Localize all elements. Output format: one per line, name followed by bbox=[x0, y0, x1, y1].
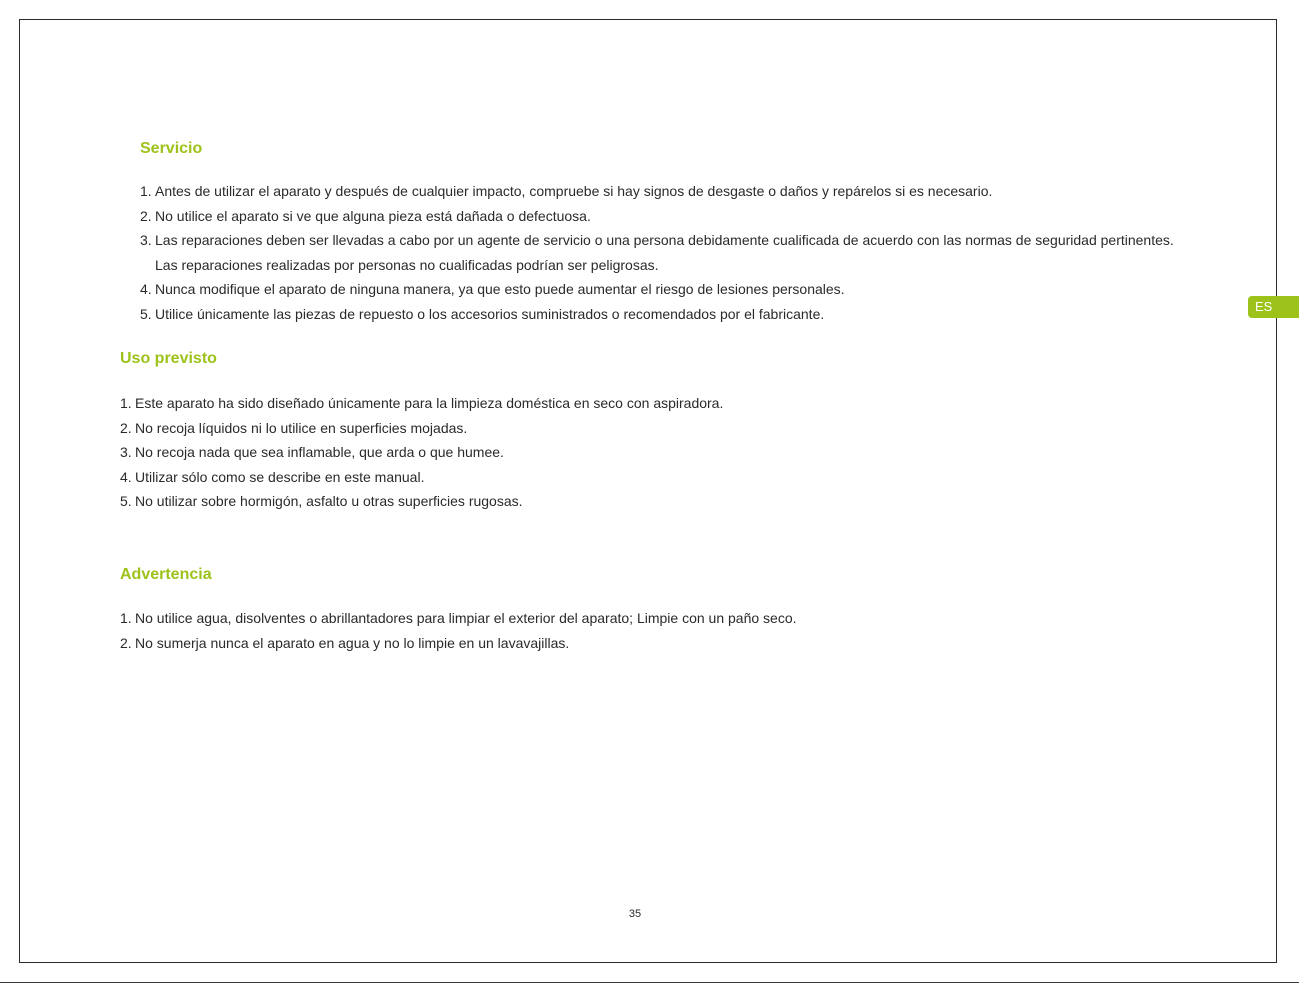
item-text: No utilice agua, disolventes o abrillantadores para limpiar el exterior del aparato; Limpie con un paño seco. bbox=[135, 610, 797, 626]
item-text: Utilice únicamente las piezas de repuesto o los accesorios suministrados o recomendados por el fabricante. bbox=[155, 305, 825, 322]
bottom-divider bbox=[0, 982, 1299, 983]
section-title: Advertencia bbox=[120, 566, 212, 583]
item-number: 3. bbox=[120, 444, 132, 460]
list-item-continuation bbox=[140, 253, 1220, 278]
numbered-list bbox=[120, 606, 1200, 655]
item-number: 5. bbox=[120, 493, 132, 509]
item-number: 4. bbox=[140, 281, 152, 297]
section-uso-previsto bbox=[120, 349, 1200, 514]
item-text: Antes de utilizar el aparato y después de cualquier impacto, compruebe si hay signos de desgaste o daños y repárelos si es necesario. bbox=[155, 183, 993, 199]
numbered-list bbox=[140, 179, 1220, 326]
list-item bbox=[120, 631, 1200, 656]
list-item bbox=[120, 489, 1200, 514]
list-item bbox=[120, 465, 1200, 490]
list-item bbox=[120, 416, 1200, 441]
item-number: 2. bbox=[120, 419, 132, 436]
numbered-list bbox=[120, 391, 1200, 514]
section-title: Uso previsto bbox=[120, 350, 217, 367]
item-text: No utilizar sobre hormigón, asfalto u otras superficies rugosas. bbox=[135, 493, 523, 509]
page-number: 35 bbox=[628, 908, 642, 920]
item-text: No sumerja nunca el aparato en agua y no lo limpie en un lavavajillas. bbox=[135, 634, 570, 651]
list-item bbox=[120, 440, 1200, 465]
list-item bbox=[140, 277, 1220, 302]
item-text: Este aparato ha sido diseñado únicamente para la limpieza doméstica en seco con aspiradora. bbox=[135, 395, 724, 411]
list-item bbox=[120, 391, 1200, 416]
item-text: Utilizar sólo como se describe en este manual. bbox=[135, 468, 425, 485]
section-servicio bbox=[140, 139, 1220, 326]
item-text: No recoja nada que sea inflamable, que arda o que humee. bbox=[135, 444, 504, 460]
item-number: 1. bbox=[120, 395, 132, 411]
item-number: 1. bbox=[140, 183, 152, 199]
item-text: No utilice el aparato si ve que alguna pieza está dañada o defectuosa. bbox=[155, 207, 591, 224]
item-text: Las reparaciones deben ser llevadas a cabo por un agente de servicio o una persona debidamente cualificada de acuerdo con las normas de seguridad pertinentes. bbox=[155, 232, 1174, 248]
section-title: Servicio bbox=[140, 140, 203, 157]
list-item bbox=[120, 606, 1200, 631]
item-text: Nunca modifique el aparato de ninguna manera, ya que esto puede aumentar el riesgo de lesiones personales. bbox=[155, 281, 845, 297]
item-number: 4. bbox=[120, 468, 132, 485]
item-number: 1. bbox=[120, 610, 132, 626]
item-number: 3. bbox=[140, 232, 152, 248]
section-advertencia bbox=[120, 565, 1200, 655]
item-text: No recoja líquidos ni lo utilice en superficies mojadas. bbox=[135, 419, 468, 436]
item-text: Las reparaciones realizadas por personas no cualificadas podrían ser peligrosas. bbox=[155, 256, 659, 273]
list-item bbox=[140, 228, 1220, 253]
item-number: 5. bbox=[140, 305, 152, 322]
list-item bbox=[140, 179, 1220, 204]
item-number: 2. bbox=[120, 634, 132, 651]
language-tab: ES bbox=[1248, 296, 1299, 318]
list-item bbox=[140, 204, 1220, 229]
list-item bbox=[140, 302, 1220, 327]
item-number: 2. bbox=[140, 207, 152, 224]
